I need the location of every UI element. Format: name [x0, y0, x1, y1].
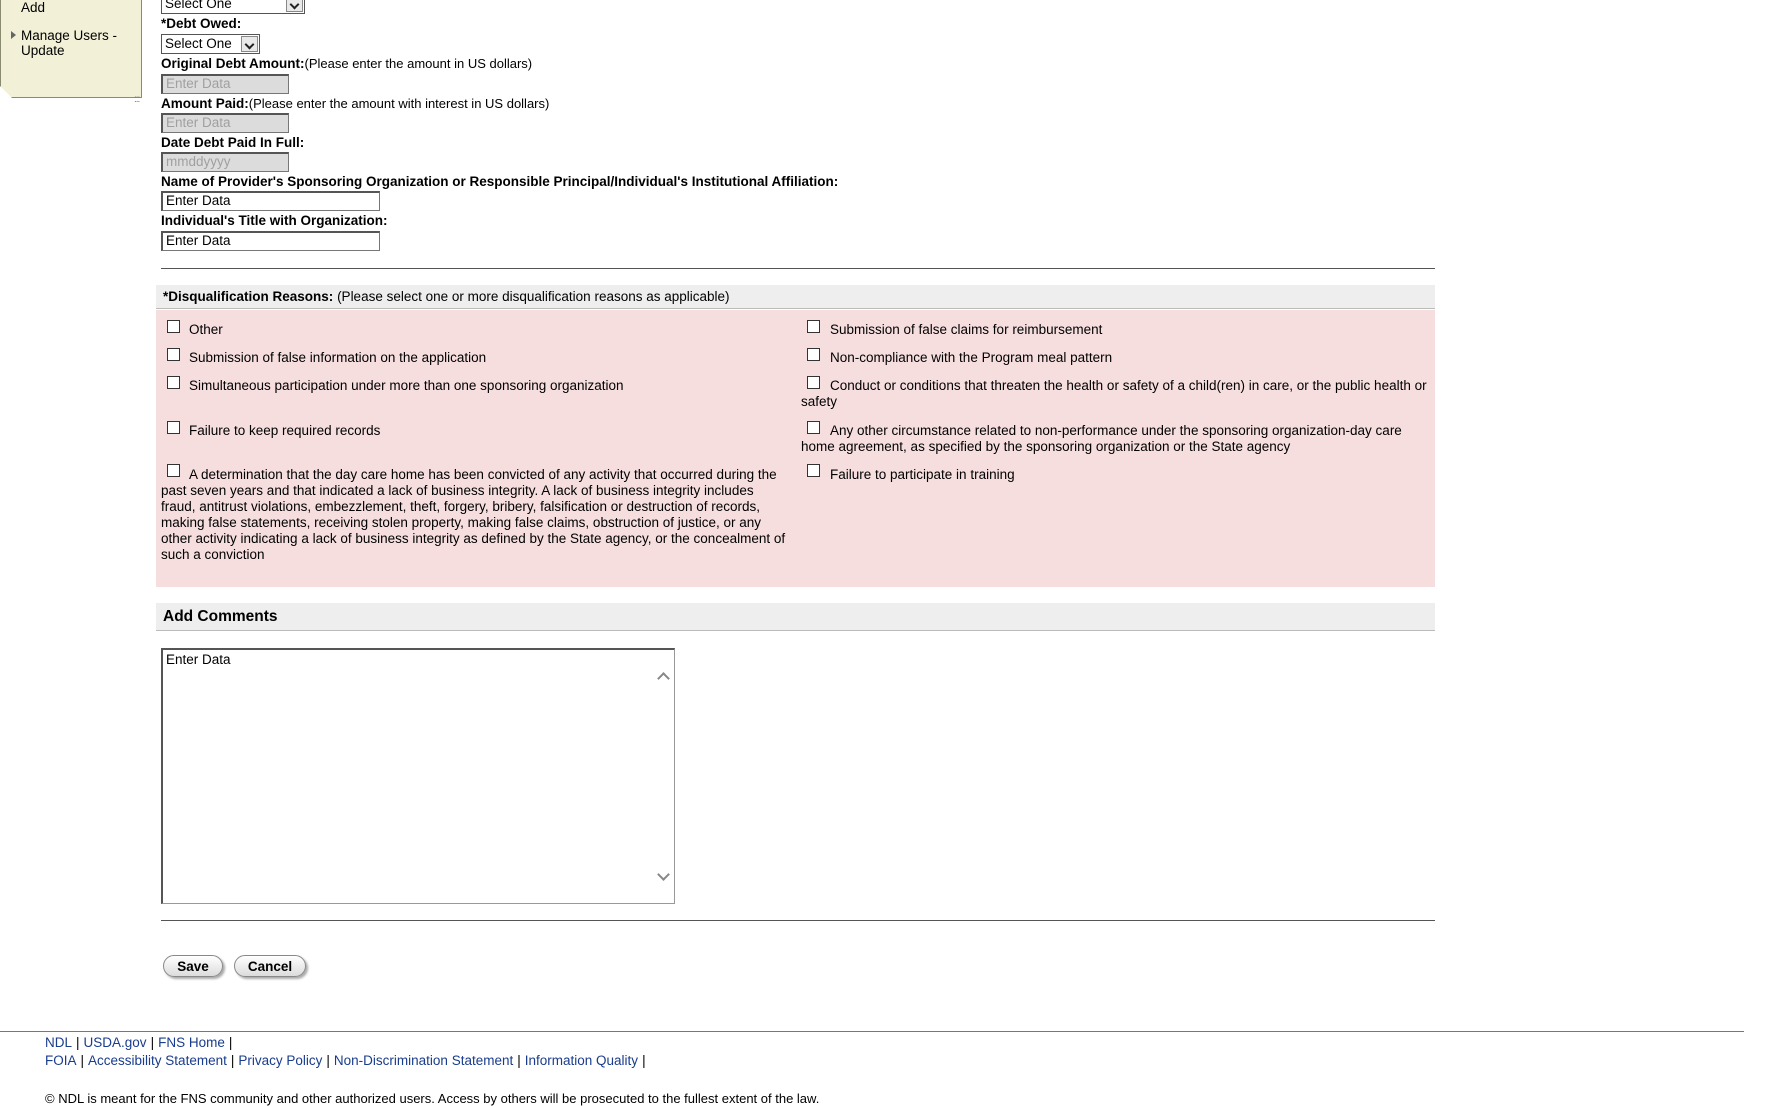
reason-label: A determination that the day care home has been convicted of any activity that occurred during the past seven years and that indicated a lack of business integrity. A lack of business integrity includes fraud, antitrust violations, embezzlement, theft, forgery, bribery, falsification or destruction of records, making false statements, receiving stolen property, making false claims, obstruction of justice, or any other activity indicating a lack of business integrity as defined by the State agency, or the concealment of such a conviction [161, 467, 786, 562]
original-debt-note: (Please enter the amount in US dollars) [304, 56, 533, 71]
reason-label: Failure to participate in training [830, 467, 1015, 482]
reason-label: Submission of false information on the application [189, 350, 487, 365]
disqualification-header [156, 285, 1435, 309]
footer-link-accessibility[interactable]: Accessibility Statement [88, 1053, 227, 1068]
reason-checkbox-training[interactable] [807, 464, 820, 477]
footer-link-foia[interactable]: FOIA [45, 1053, 77, 1068]
scroll-down-icon[interactable] [657, 868, 670, 881]
debt-owed-label: *Debt Owed: [161, 16, 242, 31]
original-debt-label-row [161, 56, 532, 71]
date-paid-input[interactable]: mmddyyyy [161, 152, 289, 172]
debt-owed-value: Select One [165, 36, 232, 51]
disqualification-label: *Disqualification Reasons: [163, 289, 334, 304]
cancel-button[interactable]: Cancel [234, 955, 306, 977]
amount-paid-note: (Please enter the amount with interest in US dollars) [248, 96, 550, 111]
original-debt-input[interactable]: Enter Data [161, 74, 289, 94]
original-debt-label: Original Debt Amount: [161, 56, 305, 71]
reason-label: Conduct or conditions that threaten the health or safety of a child(ren) in care, or the public health or safety [801, 378, 1427, 409]
reason-label: Other [189, 322, 223, 337]
reason-checkbox-records[interactable] [167, 421, 180, 434]
footer-link-fns-home[interactable]: FNS Home [158, 1035, 225, 1050]
comments-textarea[interactable] [161, 648, 675, 904]
footer-link-ndl[interactable]: NDL [45, 1035, 73, 1050]
divider [161, 920, 1435, 921]
footer-link-info-quality[interactable]: Information Quality [524, 1053, 639, 1068]
reason-checkbox-meal-pattern[interactable] [807, 348, 820, 361]
comments-value: Enter Data [166, 652, 231, 667]
footer-links-row-2: FOIA | Accessibility Statement | Privacy Policy | Non-Discrimination Statement | Information Quality | [45, 1053, 646, 1068]
reason-checkbox-simultaneous[interactable] [167, 376, 180, 389]
dropdown-arrow-icon[interactable] [241, 36, 258, 52]
resize-grip-icon[interactable]: ::: [134, 94, 140, 105]
title-org-label: Individual's Title with Organization: [161, 213, 388, 228]
reason-label: Non-compliance with the Program meal pattern [830, 350, 1113, 365]
sponsor-org-label: Name of Provider's Sponsoring Organization or Responsible Principal/Individual's Institutional Affiliation: [161, 174, 839, 189]
top-select-value: Select One [165, 0, 232, 11]
nav-item-add[interactable]: Add [21, 0, 46, 15]
amount-paid-label-row [161, 96, 549, 111]
reason-label: Failure to keep required records [189, 423, 381, 438]
top-select[interactable] [161, 0, 305, 14]
reason-label: Any other circumstance related to non-performance under the sponsoring organization-day care home agreement, as specified by the sponsoring organization or the State agency [801, 423, 1402, 454]
sponsor-org-input[interactable]: Enter Data [161, 191, 380, 211]
footer-link-non-discrimination[interactable]: Non-Discrimination Statement [333, 1053, 514, 1068]
divider [161, 268, 1435, 269]
disqualification-note: (Please select one or more disqualification reasons as applicable) [337, 289, 730, 304]
reason-label: Submission of false claims for reimbursement [830, 322, 1103, 337]
scroll-up-icon[interactable] [657, 672, 670, 685]
reason-label: Simultaneous participation under more than one sponsoring organization [189, 378, 624, 393]
nav-corner-fold [0, 86, 16, 102]
nav-item-manage-users-update[interactable]: Manage Users - Update [21, 28, 118, 58]
footer-links-row-1: NDL | USDA.gov | FNS Home | [45, 1035, 233, 1050]
amount-paid-input[interactable]: Enter Data [161, 113, 289, 133]
reason-checkbox-false-claims[interactable] [807, 320, 820, 333]
date-paid-label: Date Debt Paid In Full: [161, 135, 305, 150]
save-button[interactable]: Save [163, 955, 223, 977]
expand-arrow-icon[interactable] [11, 31, 16, 39]
add-comments-header: Add Comments [156, 603, 1435, 631]
amount-paid-label: Amount Paid: [161, 96, 249, 111]
dropdown-arrow-icon[interactable] [286, 0, 303, 12]
footer-link-privacy[interactable]: Privacy Policy [238, 1053, 323, 1068]
left-nav-panel [0, 0, 142, 98]
reason-checkbox-false-info[interactable] [167, 348, 180, 361]
debt-owed-select[interactable] [161, 34, 260, 54]
footer-divider [0, 1031, 1744, 1032]
title-org-input[interactable]: Enter Data [161, 231, 380, 251]
footer-link-usda[interactable]: USDA.gov [83, 1035, 147, 1050]
reason-checkbox-other[interactable] [167, 320, 180, 333]
copyright-notice: © NDL is meant for the FNS community and other authorized users. Access by others will be prosecuted to the fullest extent of the law. [45, 1091, 820, 1106]
